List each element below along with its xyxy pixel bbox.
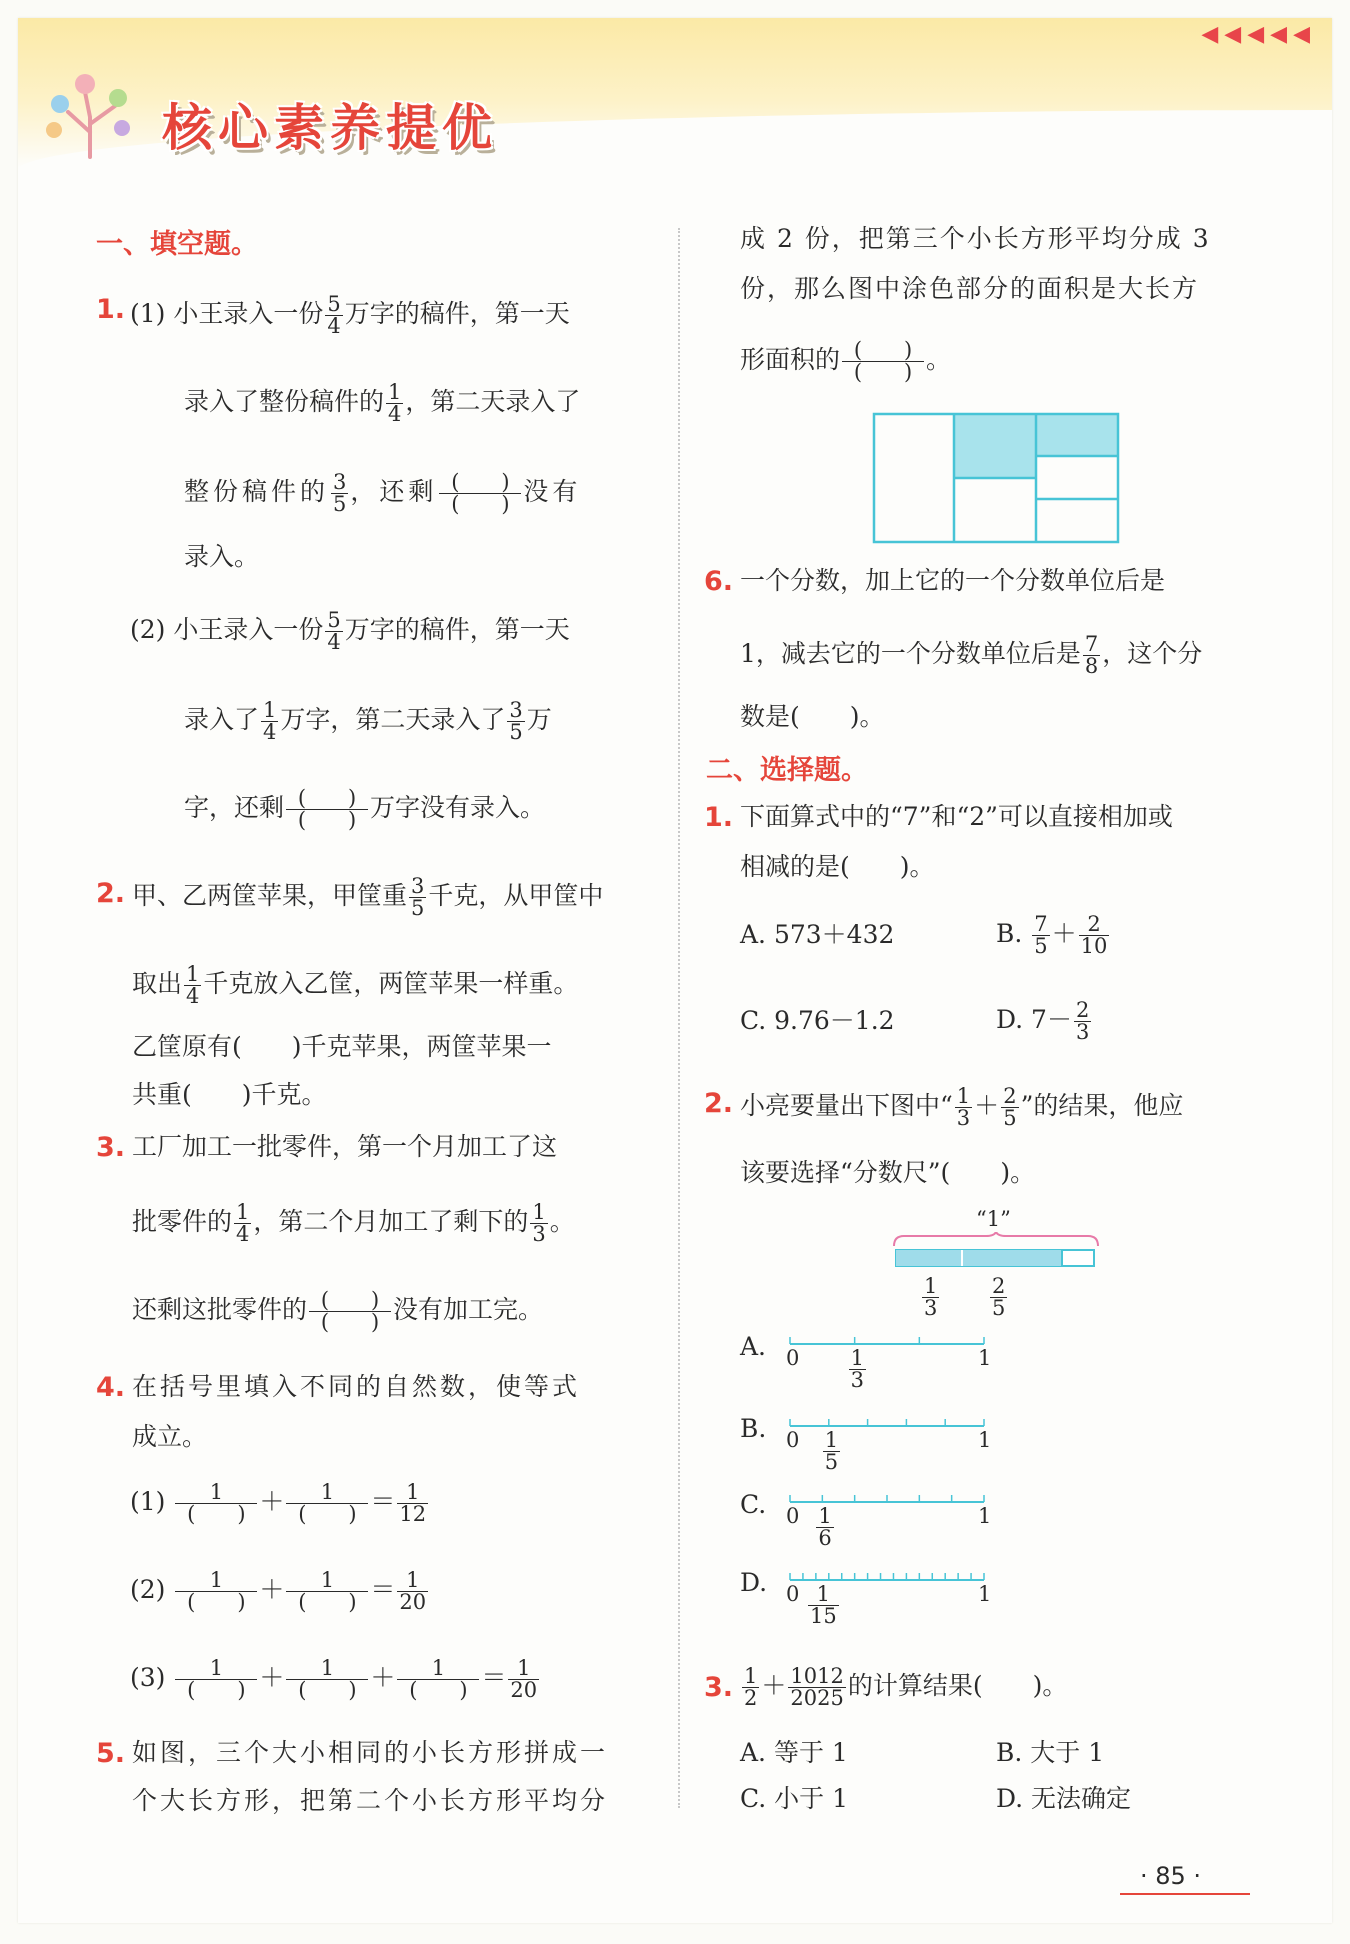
mc1-option-a[interactable]: A. 573＋432 xyxy=(740,920,895,949)
q1-p1-line4: 录入。 xyxy=(184,542,260,571)
q3-line2: 批零件的 $\frac{1}{4}$ ，第二个月加工了剩下的 $\frac{1}{3}$ 。 xyxy=(132,1200,575,1246)
q4-line1: 在括号里填入不同的自然数，使等式 xyxy=(132,1372,581,1401)
mc2-number: 2. xyxy=(704,1088,734,1119)
q1-p1-line1: (1) 小王录入一份 $\frac{5}{4}$ 万字的稿件，第一天 xyxy=(130,292,570,338)
q2-line1: 甲、乙两筐苹果，甲筐重 $\frac{3}{5}$ 千克，从甲筐中 xyxy=(132,874,604,920)
q5-line1: 如图，三个大小相同的小长方形拼成一 xyxy=(132,1738,609,1767)
q4-r3-blank2[interactable]: 1 ( ) xyxy=(286,1658,368,1701)
q5-line5: 形面积的 ( ) ( ) 。 xyxy=(740,338,952,384)
mc1-option-c[interactable]: C. 9.76－1.2 xyxy=(740,1006,895,1035)
mc2-line2: 该要选择“分数尺”( )。 xyxy=(740,1158,1036,1187)
q2-number: 2. xyxy=(96,878,126,909)
mc3-number: 3. xyxy=(704,1672,734,1703)
mc2-ruler-a xyxy=(788,1334,992,1348)
mc2-bar-label-2: $\frac{2}{5}$ xyxy=(992,1274,1006,1320)
ruler-fraction-label: 1 3 xyxy=(850,1346,865,1392)
q5-shaded-thirds xyxy=(1036,414,1118,456)
column-divider xyxy=(678,228,680,1808)
mc1-option-b[interactable]: B. $\frac{7}{5}$ ＋ $\frac{2}{10}$ xyxy=(996,912,1108,958)
q1-p1-answer-blank[interactable]: ( ) ( ) xyxy=(439,472,521,515)
q3-line3: 还剩这批零件的 ( ) ( ) 没有加工完。 xyxy=(132,1288,544,1334)
q3-line1: 工厂加工一批零件，第一个月加工了这 xyxy=(132,1132,558,1161)
q1-p2-line2: 录入了 $\frac{1}{4}$ 万字，第二天录入了 $\frac{3}{5}$ 万 xyxy=(184,698,552,744)
q5-line4: 份，那么图中涂色部分的面积是大长方 xyxy=(740,274,1200,303)
tree-logo-icon xyxy=(40,62,140,162)
q5-answer-blank[interactable]: ( ) ( ) xyxy=(842,340,924,383)
q4-row1: (1) 1 ( ) ＋ 1 ( ) ＝ $\frac{1}{12}$ xyxy=(130,1480,427,1526)
ruler-zero-label: 0 xyxy=(786,1346,800,1370)
q4-number: 4. xyxy=(96,1372,126,1403)
q1-p2-line1: (2) 小王录入一份 $\frac{5}{4}$ 万字的稿件，第一天 xyxy=(130,608,570,654)
q4-r2-blank1[interactable]: 1 ( ) xyxy=(175,1570,257,1613)
q1-p1-line2: 录入了整份稿件的 $\frac{1}{4}$ ，第二天录入了 xyxy=(184,380,581,426)
mc1-line1: 下面算式中的“7”和“2”可以直接相加或 xyxy=(740,802,1173,831)
mc3-option-d[interactable]: D. 无法确定 xyxy=(996,1784,1132,1813)
ruler-fraction-label: 1 15 xyxy=(810,1582,837,1628)
q6-line1: 一个分数，加上它的一个分数单位后是 xyxy=(740,566,1166,595)
ruler-fraction-label: 1 5 xyxy=(824,1428,839,1474)
q4-r1-blank1[interactable]: 1 ( ) xyxy=(175,1482,257,1525)
q4-row3: (3) 1 ( ) ＋ 1 ( ) ＋ 1 ( ) ＝ $\frac{1}{20}$ xyxy=(130,1656,538,1702)
decor-arrows-icon: ◀◀◀◀◀ xyxy=(1201,22,1316,47)
ruler-one-label: 1 xyxy=(978,1346,992,1370)
q3-answer-blank[interactable]: ( ) ( ) xyxy=(309,1290,391,1333)
q4-line2: 成立。 xyxy=(132,1422,208,1451)
q6-line3: 数是( )。 xyxy=(740,702,885,731)
mc2-ruler-b xyxy=(788,1416,992,1430)
mc2-option-b[interactable]: B. xyxy=(740,1414,767,1443)
ruler-one-label: 1 xyxy=(978,1582,992,1606)
page-title: 核心素养提优 xyxy=(162,99,498,157)
q5-shaded-half xyxy=(954,414,1036,478)
q4-row2: (2) 1 ( ) ＋ 1 ( ) ＝ $\frac{1}{20}$ xyxy=(130,1568,427,1614)
mc3-line1: $\frac{1}{2}$ ＋ $\frac{1012}{2025}$ 的计算结果( )。 xyxy=(744,1664,1068,1710)
q5-line3: 成 2 份，把第三个小长方形平均分成 3 xyxy=(740,224,1211,253)
q3-number: 3. xyxy=(96,1132,126,1163)
mc2-bar-filled xyxy=(896,1250,1062,1266)
q5-rectangle-figure xyxy=(872,412,1120,544)
mc2-option-a[interactable]: A. xyxy=(740,1332,767,1361)
q6-number: 6. xyxy=(704,566,734,597)
ruler-one-label: 1 xyxy=(978,1504,992,1528)
mc3-option-b[interactable]: B. 大于 1 xyxy=(996,1738,1105,1767)
q5-line2: 个大长方形，把第二个小长方形平均分 xyxy=(132,1786,609,1815)
ruler-fraction-label: 1 6 xyxy=(818,1504,832,1550)
mc2-fraction-bar xyxy=(890,1232,1102,1280)
q2-line2: 取出 $\frac{1}{4}$ 千克放入乙筐，两筐苹果一样重。 xyxy=(132,962,579,1008)
mc2-brace-label: “1” xyxy=(976,1207,1011,1231)
q1-number: 1. xyxy=(96,294,126,325)
ruler-zero-label: 0 xyxy=(786,1582,800,1606)
q4-r3-blank1[interactable]: 1 ( ) xyxy=(175,1658,257,1701)
q6-line2: 1，减去它的一个分数单位后是 $\frac{7}{8}$ ，这个分 xyxy=(740,632,1203,678)
page-number: · 85 · xyxy=(1140,1862,1202,1890)
q5-number: 5. xyxy=(96,1738,126,1769)
mc2-option-c[interactable]: C. xyxy=(740,1490,767,1519)
q4-r1-blank2[interactable]: 1 ( ) xyxy=(286,1482,368,1525)
mc2-option-d[interactable]: D. xyxy=(740,1568,768,1597)
mc1-line2: 相减的是( )。 xyxy=(740,852,935,881)
ruler-one-label: 1 xyxy=(978,1428,992,1452)
q4-r2-blank2[interactable]: 1 ( ) xyxy=(286,1570,368,1613)
q1-p2-line3: 字，还剩 ( ) ( ) 万字没有录入。 xyxy=(184,786,546,832)
page-number-underline xyxy=(1120,1893,1250,1895)
q2-line3: 乙筐原有( )千克苹果，两筐苹果一 xyxy=(132,1032,552,1061)
mc3-option-a[interactable]: A. 等于 1 xyxy=(740,1738,848,1767)
section-fill-blank: 一、填空题。 xyxy=(96,229,258,260)
ruler-zero-label: 0 xyxy=(786,1428,800,1452)
q2-line4: 共重( )千克。 xyxy=(132,1080,327,1109)
section-multiple-choice: 二、选择题。 xyxy=(706,755,868,786)
mc1-number: 1. xyxy=(704,802,734,833)
q1-p2-answer-blank[interactable]: ( ) ( ) xyxy=(286,788,368,831)
mc3-option-c[interactable]: C. 小于 1 xyxy=(740,1784,848,1813)
q4-r3-blank3[interactable]: 1 ( ) xyxy=(397,1658,479,1701)
ruler-zero-label: 0 xyxy=(786,1504,800,1528)
mc2-line1: 小亮要量出下图中“ $\frac{1}{3}$ ＋ $\frac{2}{5}$ ”的结果，他应 xyxy=(740,1084,1184,1130)
mc2-bar-label-1: $\frac{1}{3}$ xyxy=(924,1274,938,1320)
mc1-option-d[interactable]: D. 7－ $\frac{2}{3}$ xyxy=(996,998,1090,1044)
q1-p1-line3: 整份稿件的 $\frac{3}{5}$ ，还剩 ( ) ( ) 没有 xyxy=(184,470,582,516)
